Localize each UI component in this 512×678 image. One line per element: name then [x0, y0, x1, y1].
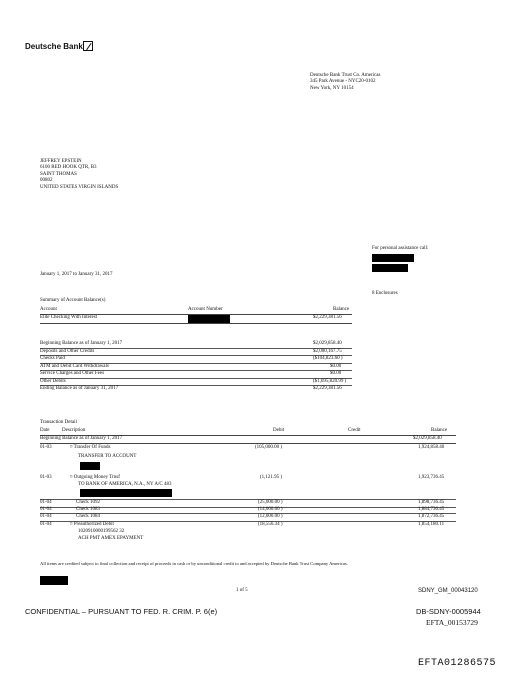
customer-address-line: 6100 RED HOOK QTR, B3	[40, 165, 97, 171]
balance-value: $0.00	[330, 363, 342, 369]
beginning-label: Beginning Balance as of January 1, 2017	[40, 436, 123, 441]
balance-value: $2,229,381.56	[313, 386, 342, 391]
redaction-box	[372, 264, 408, 272]
balance-label: Ending Balance as of January 31, 2017	[40, 386, 119, 391]
balance-row	[40, 379, 352, 387]
bank-address-line: 345 Park Avenue - NYC20-0102	[310, 79, 376, 85]
customer-address-line: 00802	[40, 178, 53, 184]
customer-address-line: UNITED STATES VIRGIN ISLANDS	[40, 184, 119, 190]
redaction-box	[80, 462, 100, 470]
col-date: Date	[40, 428, 50, 433]
redaction-box	[80, 489, 172, 497]
summary-account-balance: $2,229,381.56	[313, 315, 342, 320]
txn-debit: (14,000.00 )	[258, 506, 283, 512]
txn-description: ¤ Preauthorized Debit	[70, 521, 114, 527]
customer-address	[40, 159, 118, 191]
customer-address-line: SAINT THOMAS	[40, 171, 77, 177]
sdny-stamp: SDNY_GM_00043120	[418, 588, 478, 594]
bank-logo-text: Deutsche Bank	[25, 42, 83, 51]
table-row	[40, 522, 456, 544]
txn-date: 01-04	[40, 521, 52, 527]
txn-date: 01-04	[40, 506, 52, 512]
col-debit: Debit	[273, 428, 285, 433]
balance-value: $0.00	[330, 371, 342, 376]
balance-value: ($1,695,820.99 )	[313, 378, 347, 384]
txn-balance: 1,923,736.45	[418, 475, 445, 480]
beginning-value: $2,029,858.40	[413, 436, 442, 441]
redaction-box	[40, 576, 68, 585]
col-balance: Balance	[431, 428, 448, 433]
txn-subdescription-2: ACH PMT AMEX EPAYMENT	[78, 535, 144, 541]
divider	[40, 323, 352, 324]
balance-value: $2,000,167.75	[313, 348, 342, 354]
txn-balance: 1,924,858.40	[418, 445, 445, 450]
redaction-box	[372, 254, 414, 262]
bank-address	[310, 73, 380, 92]
txn-balance: 1,898,736.45	[418, 500, 445, 505]
txn-description: Check 1092	[76, 500, 101, 505]
balance-row	[40, 371, 352, 379]
txn-date: 01-03	[40, 445, 52, 450]
transactions-heading: Transaction Detail	[40, 420, 77, 425]
balance-label: Checks Paid	[40, 356, 65, 361]
balance-row	[40, 349, 352, 357]
txn-balance: 1,872,736.45	[418, 514, 445, 519]
check-rows	[40, 499, 456, 549]
txn-description: Check 1084	[76, 514, 101, 519]
balance-row	[40, 386, 352, 393]
balance-row	[40, 356, 352, 364]
bank-address-line: Deutsche Bank Trust Co. Americas	[310, 73, 381, 78]
balance-row	[40, 341, 352, 349]
txn-description: ¤ Transfer Of Funds	[70, 445, 111, 450]
redaction-box	[188, 315, 230, 323]
summary-account-name: Elite Checking With Interest	[40, 315, 98, 320]
txn-debit: (1,121.95 )	[260, 475, 283, 480]
efta-number: EFTA01286575	[418, 658, 497, 669]
bank-address-line: New York, NY 10154	[310, 85, 354, 91]
deutsche-bank-logo-icon	[83, 41, 93, 51]
beginning-balance-row	[40, 436, 456, 444]
txn-balance: 1,884,736.45	[418, 506, 445, 512]
balance-value: ($104,823.60 )	[313, 356, 343, 361]
summary-col-balance: Balance	[333, 307, 350, 312]
txn-subdescription: TO BANK OF AMERICA, N.A., NY A/C 483	[78, 482, 172, 487]
col-credit: Credit	[348, 428, 361, 433]
txn-description: Check 1083	[76, 506, 101, 512]
statement-period: January 1, 2017 to January 31, 2017	[40, 272, 113, 277]
txn-date: 01-04	[40, 500, 52, 505]
txn-description: ¤ Outgoing Money Trnsf	[70, 475, 120, 480]
customer-address-line: JEFFREY EPSTEIN	[40, 159, 82, 164]
txn-debit: (12,000.00 )	[258, 514, 283, 519]
txn-subdescription: TRANSFER TO ACCOUNT	[78, 454, 137, 459]
db-sdny-code: DB-SDNY-0005944	[416, 607, 481, 616]
balance-value: $2,029,858.40	[313, 341, 342, 346]
balance-summary	[40, 341, 352, 401]
txn-date: 01-03	[40, 475, 52, 480]
table-row	[40, 445, 456, 475]
txn-subdescription: 1020910000199562 32	[78, 528, 125, 534]
balance-label: ATM and Debit Card Withdrawals	[40, 363, 109, 369]
footnote: All items are credited subject to final collection and receipt of proceeds in cash or by unconditional credit to and accepted by Deutsche Bank Trust Company Americas.	[40, 561, 348, 566]
transactions-header	[40, 428, 456, 436]
balance-label: Beginning Balance as of January 1, 2017	[40, 341, 123, 346]
confidential-notice: CONFIDENTIAL – PURSUANT TO FED. R. CRIM. P. 6(e)	[25, 607, 218, 616]
summary-col-account: Account	[40, 307, 57, 312]
col-description: Description	[62, 428, 86, 433]
summary-col-number: Account Number	[188, 307, 223, 312]
table-row	[40, 507, 456, 515]
txn-date: 01-04	[40, 514, 52, 519]
efta-small: EFTA_00153729	[426, 618, 478, 627]
txn-debit: (105,000.00 )	[255, 445, 283, 450]
page-number: 1 of 5	[236, 588, 248, 593]
assistance-label: For personal assistance call:	[372, 246, 429, 251]
txn-debit: (18,556.34 )	[258, 521, 283, 527]
enclosures-count: 8 Enclosures	[372, 291, 398, 296]
table-row	[40, 514, 456, 522]
balance-label: Service Charges and Other Fees	[40, 371, 105, 376]
balance-label: Other Debits	[40, 378, 66, 384]
balance-label: Deposits and Other Credits	[40, 348, 95, 354]
balance-row	[40, 364, 352, 372]
txn-debit: (25,000.00 )	[258, 500, 283, 505]
txn-balance: 1,854,180.11	[418, 521, 445, 527]
summary-heading: Summary of Account Balance(s)	[40, 298, 106, 303]
